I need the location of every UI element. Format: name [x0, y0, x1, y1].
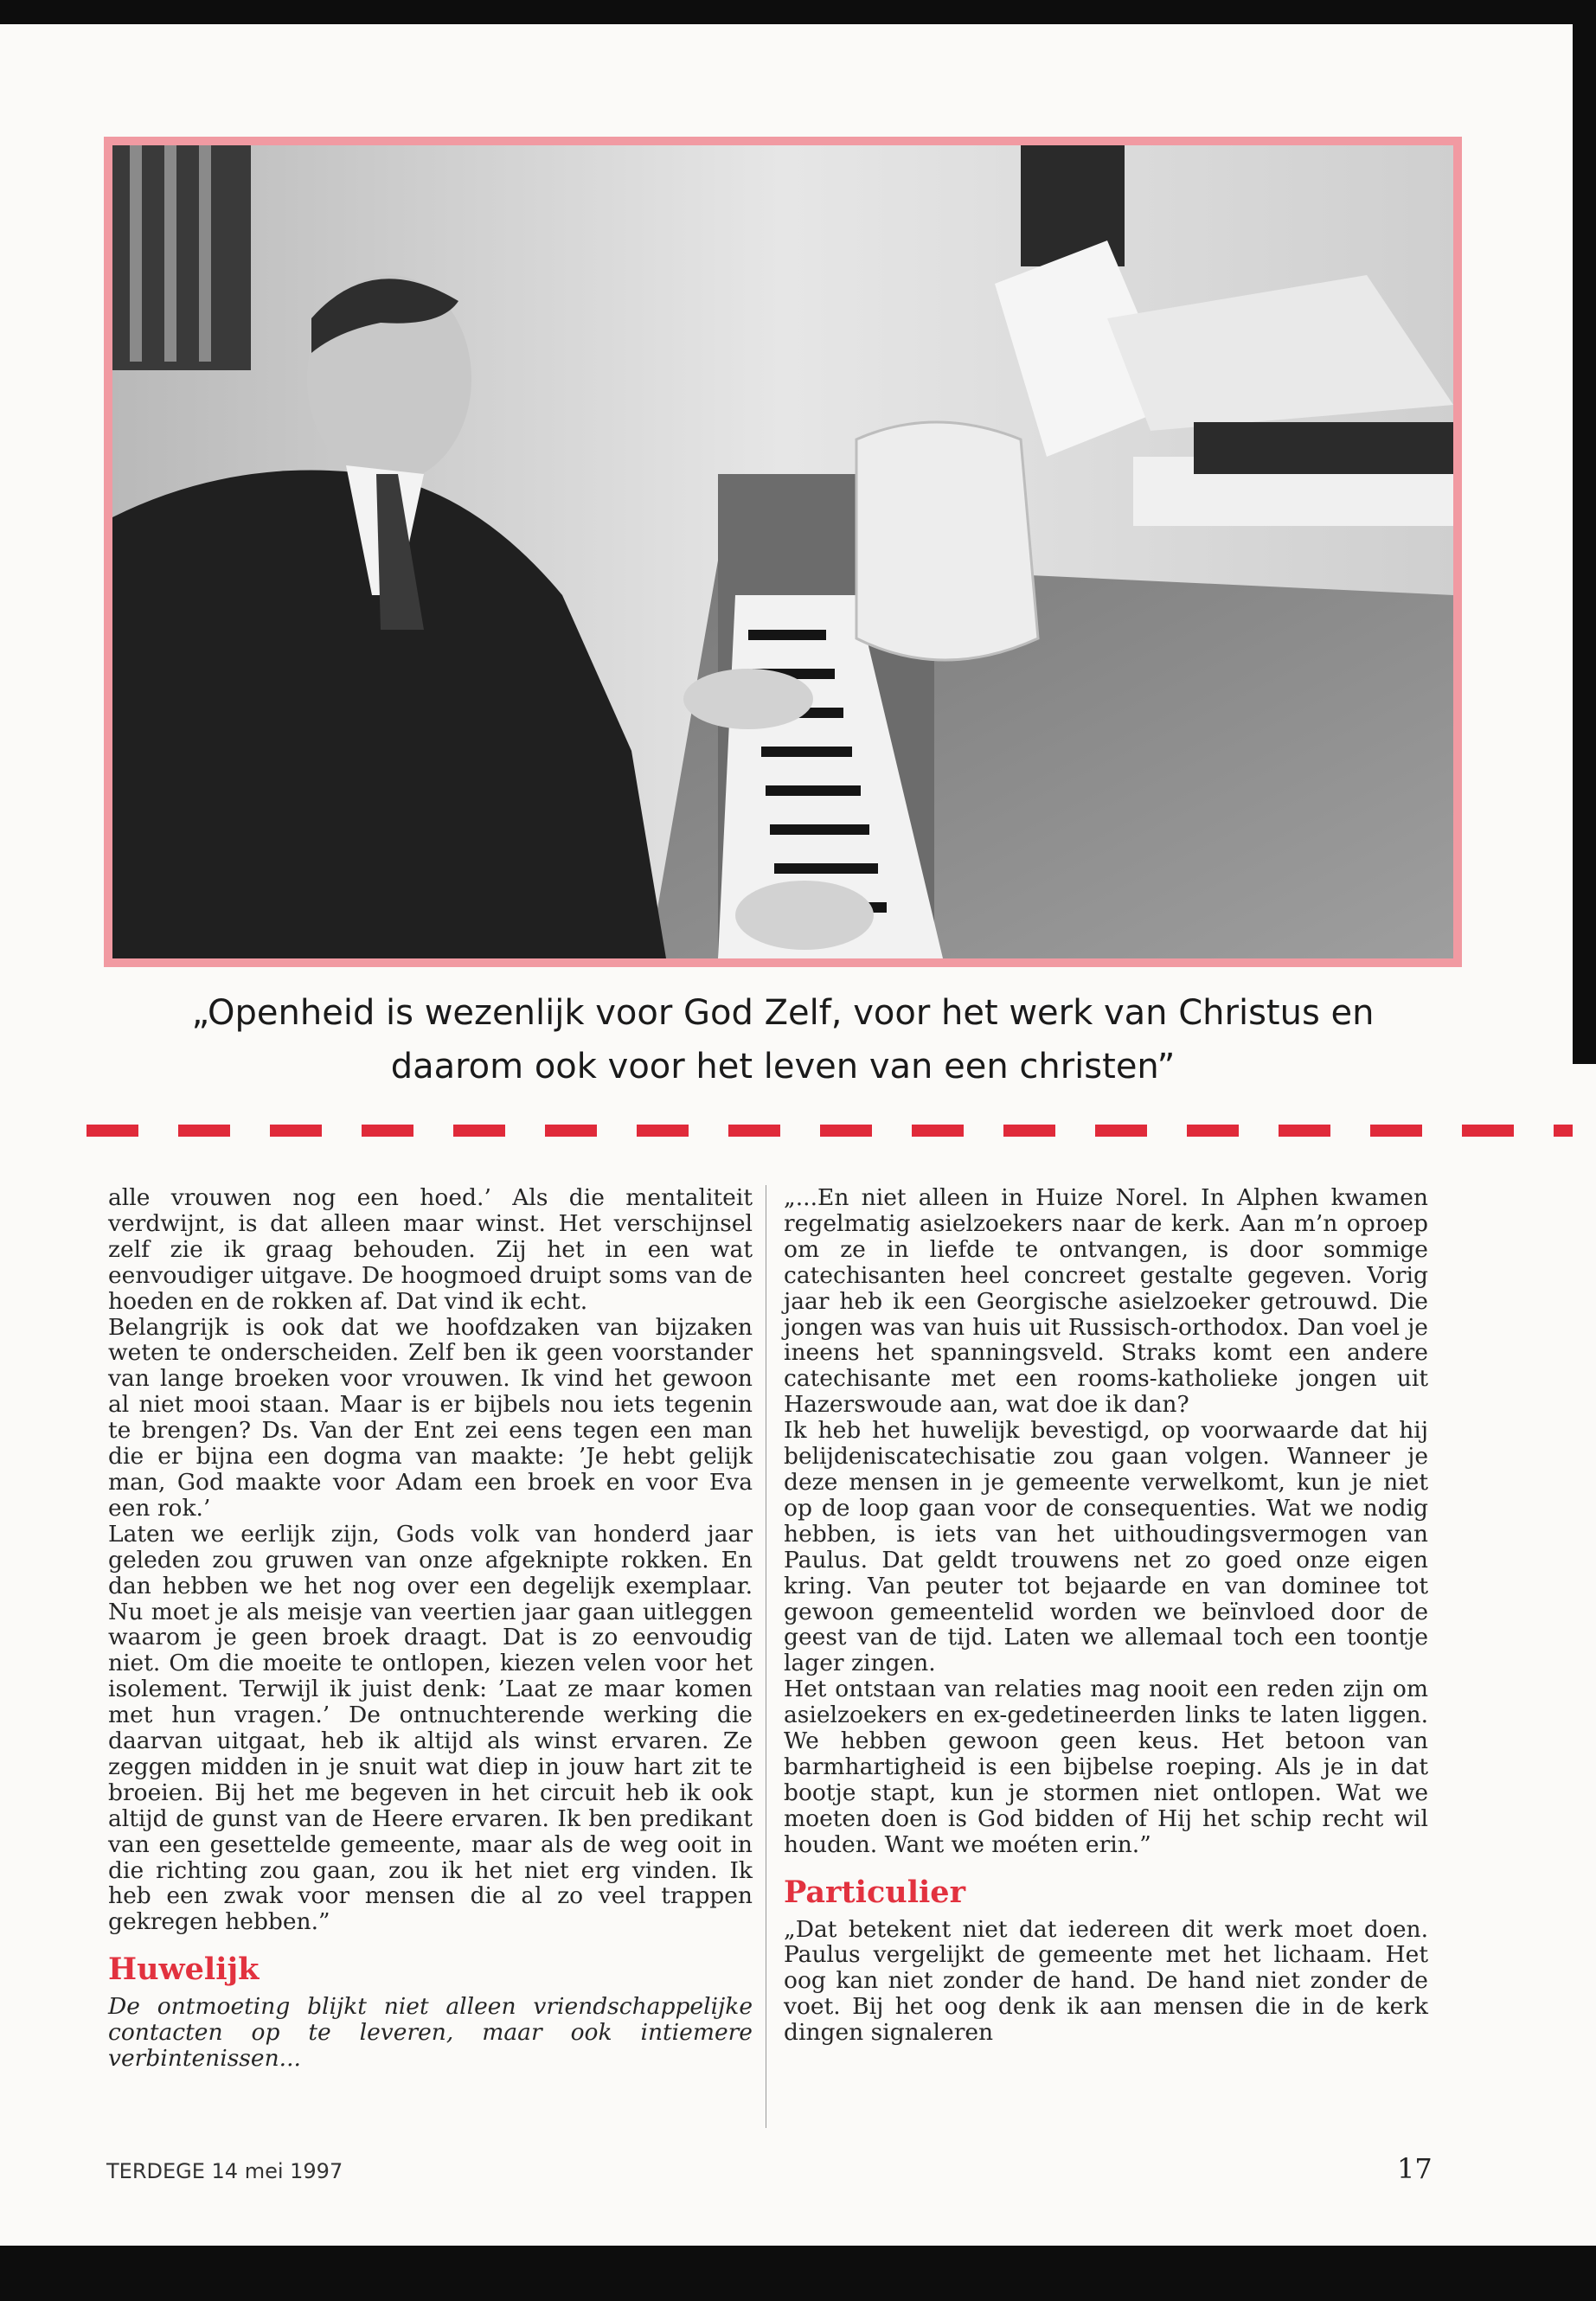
left-paragraph-2: Belangrijk is ook dat we hoofdzaken van bijzaken weten te onderscheiden. Zelf ben ik geen voorstander van lange broeken voor vrouwen. Ik vind het gewoon al niet mooi staan. Maar is er bijbels nou iets tegenin te brengen? Ds. Van der Ent zei eens tegen een man die er bijna een dogma van maakte: ’Je hebt gelijk man, God maakte voor Adam een broek en voor Eva een rok.’ — [108, 1313, 753, 1522]
right-paragraph-3: Het ontstaan van relaties mag nooit een reden zijn om asielzoekers en ex-gedetineerden links te laten liggen. We hebben gewoon geen keus. Het betoon van barmhartigheid is een bijbelse roeping. Als je in dat bootje stapt, kun je stormen niet ontlopen. Wat we moeten doen is God bidden of Hij het schip recht wil houden. Want we moéten erin.” — [784, 1676, 1428, 1858]
heading-particulier: Particulier — [784, 1874, 966, 1910]
left-paragraph-1: alle vrouwen nog een hoed.’ Als die mentaliteit verdwijnt, is dat alleen maar winst. Het verschijnsel zelf zie ik graag behouden. Zij het in een wat eenvoudiger uitgave. De hoogmoed druipt soms van de hoeden en de rokken af. Dat vind ik echt. — [108, 1184, 753, 1315]
pull-quote — [104, 986, 1462, 1093]
left-text-column — [108, 1185, 753, 2072]
pull-quote-line-1: „Openheid is wezenlijk voor God Zelf, voor het werk van Christus en — [191, 993, 1375, 1033]
red-dash-divider — [87, 1125, 1573, 1142]
pull-quote-line-2: daarom ook voor het leven van een christen” — [390, 1047, 1176, 1086]
lede-huwelijk: De ontmoeting blijkt niet alleen vriendschappelijke contacten op te leveren, maar ook intiemere verbintenissen... — [108, 1993, 753, 2073]
photo-man-at-piano — [104, 137, 1462, 967]
top-black-rule — [0, 0, 1596, 24]
right-black-rule — [1573, 0, 1596, 1064]
right-paragraph-4: „Dat betekent niet dat iedereen dit werk moet doen. Paulus vergelijkt de gemeente met het lichaam. Het oog kan niet zonder de hand. De hand niet zonder de voet. Bij het oog denk ik aan mensen die in de kerk dingen signaleren — [784, 1915, 1428, 2047]
right-paragraph-2: Ik heb het huwelijk bevestigd, op voorwaarde dat hij belijdeniscatechisatie zou gaan volgen. Wanneer je deze mensen in je gemeente verwelkomt, kun je niet op de loop gaan voor de consequenties. Wat we nodig hebben, is iets van het uithoudingsvermogen van Paulus. Dat geldt trouwens net zo goed onze eigen kring. Van peuter tot bejaarde en van dominee tot gewoon gemeentelid worden we beïnvloed door de geest van de tijd. Laten we allemaal toch een toontje lager zingen. — [784, 1417, 1428, 1677]
heading-huwelijk: Huwelijk — [108, 1952, 260, 1988]
right-paragraph-1: „...En niet alleen in Huize Norel. In Alphen kwamen regelmatig asielzoekers naar de kerk. Aan m’n oproep om ze in liefde te ontvangen, is door sommige catechisanten heel concreet gestalte gegeven. Vorig jaar heb ik een Georgische asielzoeker getrouwd. Die jongen was van huis uit Russisch-orthodox. Dan voel je ineens het spanningsveld. Straks komt een andere catechisante met een rooms-katholieke jongen uit Hazerswoude aan, wat doe ik dan? — [784, 1184, 1428, 1419]
publication-footer: TERDEGE 14 mei 1997 — [106, 2159, 343, 2183]
left-paragraph-3: Laten we eerlijk zijn, Gods volk van honderd jaar geleden zou gruwen van onze afgeknipte rokken. En dan hebben we het nog over een degelijk exemplaar. Nu moet je als meisje van veertien jaar gaan uitleggen waarom je geen broek draagt. Dat is zo eenvoudig niet. Om die moeite te ontlopen, kiezen velen voor het isolement. Terwijl ik juist denk: ’Laat ze maar komen met hun vragen.’ De ontnuchterende werking die daarvan uitgaat, heb ik altijd als winst ervaren. Ze zeggen midden in je snuit wat diep in jouw hart zit te broeien. Bij het me begeven in het circuit heb ik ook altijd de gunst van de Heere ervaren. Ik ben predikant van een gesettelde gemeente, maar als de weg ooit in die richting zou gaan, zou ik het niet erg vinden. Ik heb een zwak voor mensen die al zo veel trappen gekregen hebben.” — [108, 1520, 753, 1936]
right-text-column — [784, 1185, 1428, 2046]
page-number: 17 — [1397, 2152, 1433, 2185]
bottom-black-rule — [0, 2246, 1596, 2301]
